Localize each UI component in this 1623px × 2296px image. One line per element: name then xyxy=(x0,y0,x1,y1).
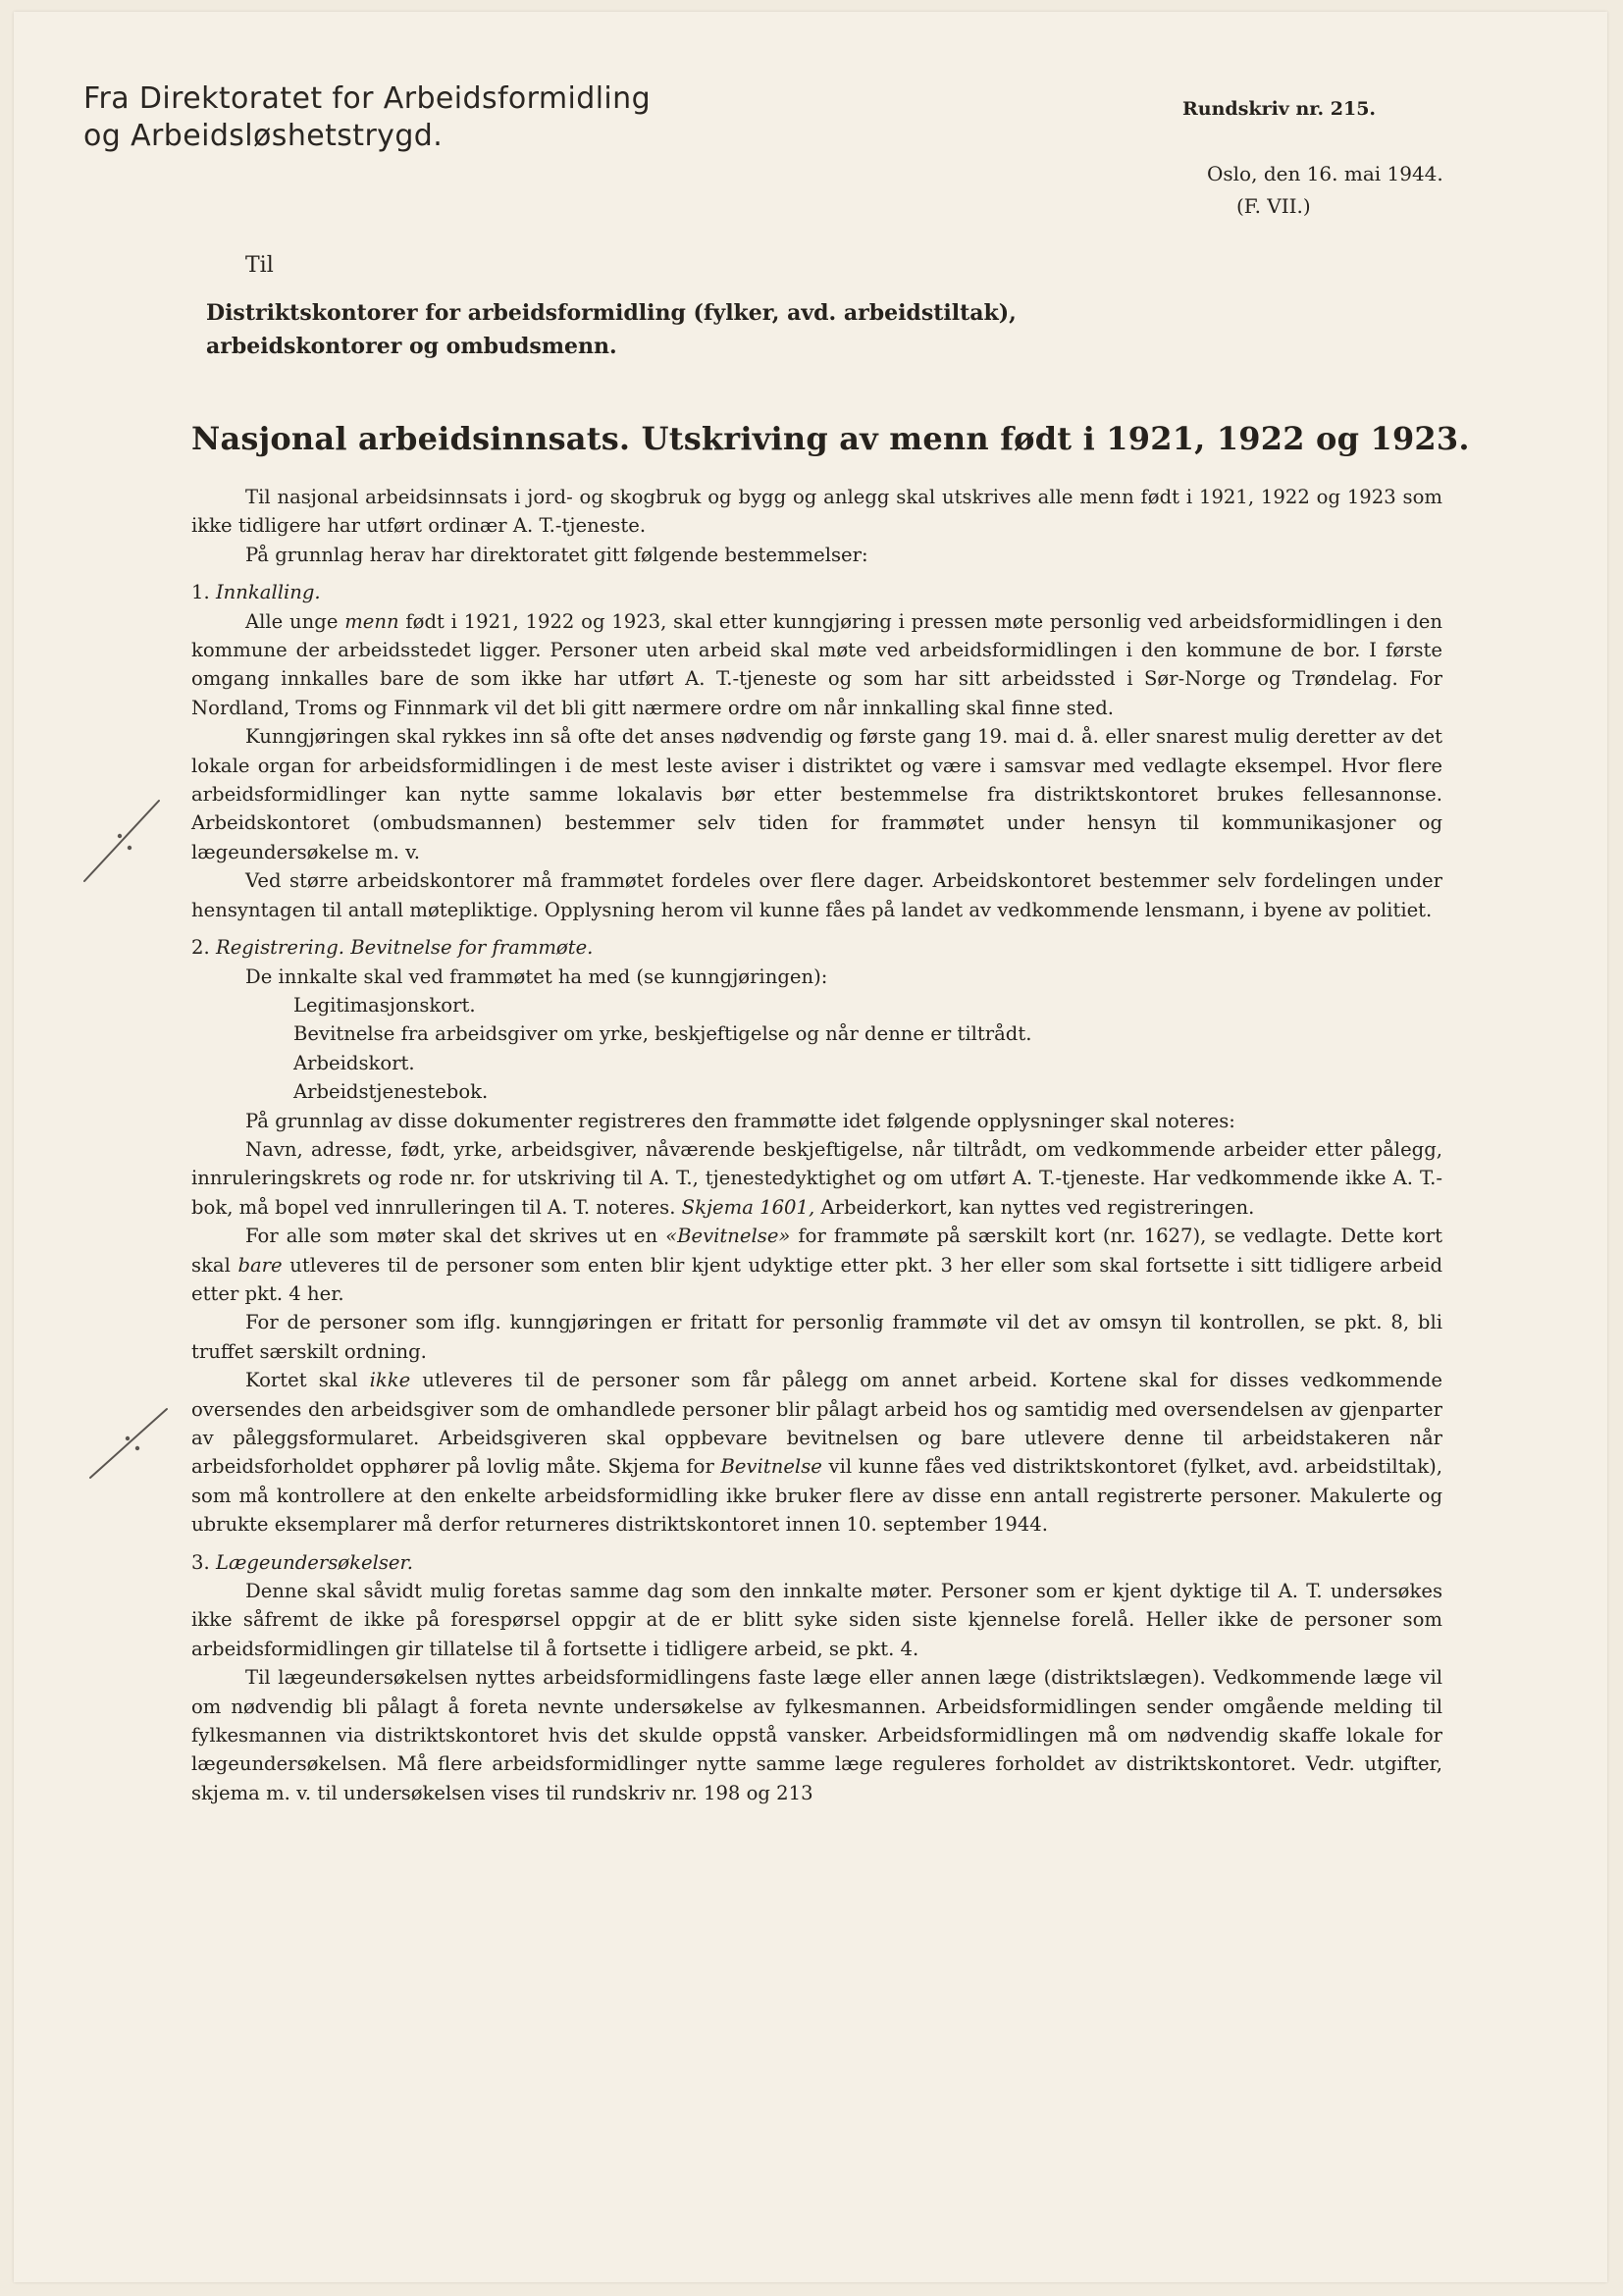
addressee-line-1: Distriktskontorer for arbeidsformidling (fylker, avd. arbeidstiltak), xyxy=(206,300,1017,326)
sender-line-1: Fra Direktoratet for Arbeidsformidling xyxy=(83,81,652,116)
text-run: utleveres til de personer som enten blir kjent udyktige etter pkt. 3 her eller som skal fortsette i sitt tidligere arbeid etter pkt. 4 her. xyxy=(191,1253,1442,1305)
paragraph: For de personer som iflg. kunngjøringen er fritatt for personlig frammøte vil det av omsyn til kontrollen, se pkt. 8, bli truffet særskilt ordning. xyxy=(191,1311,1442,1363)
section-number: 2. xyxy=(191,936,210,960)
sender xyxy=(83,80,651,155)
paragraph: Denne skal såvidt mulig foretas samme dag som den innkalte møter. Personer som er kjent dyktige til A. T. undersøkes ikke såfremt de ikke på forespørsel oppgir at de er blitt syke siden siste kjennelse forelå. Heller ikke de personer som arbeidsformidlingen gir tillatelse til å fortsette i tidligere arbeid, se pkt. 4. xyxy=(191,1580,1442,1660)
section-title: Lægeundersøkelser. xyxy=(215,1550,413,1574)
paragraph: De innkalte skal ved frammøtet ha med (se kunngjøringen): xyxy=(245,965,828,988)
text-run: Kortet skal xyxy=(245,1369,370,1392)
emphasis: Skjema 1601, xyxy=(681,1195,815,1219)
section-heading xyxy=(191,1548,1442,1577)
circular-number: Rundskriv nr. 215. xyxy=(1182,98,1377,120)
section-heading xyxy=(191,933,1442,962)
text-run: født i 1921, 1922 og 1923, skal etter kunngjøring i pressen møte personlig ved arbeidsformidlingen i den kommune der arbeidsstedet ligger. Personer uten arbeid skal møte ved arbeidsformidlingen i den kommune de bor. I første omgang innkalles bare de som ikke har utført A. T.-tjeneste og som har sitt arbeidssted i Sør-Norge og Trøndelag. For Nordland, Troms og Finnmark vil det bli gitt nærmere ordre om når innkalling skal finne sted. xyxy=(191,609,1442,719)
paragraph xyxy=(191,607,1442,723)
addressee-label: Til xyxy=(245,253,274,278)
paragraph xyxy=(191,1135,1442,1222)
paragraph: Kunngjøringen skal rykkes inn så ofte det anses nødvendig og første gang 19. mai d. å. eller snarest mulig deretter av det lokale organ for arbeidsformidlingen i de mest leste aviser i distriktet og være i samsvar med vedlagte eksempel. Hvor flere arbeidsformidlinger kan nytte samme lokalavis bør etter bestemmelse fra distriktskontoret brukes fellesannonse. Arbeidskontoret (ombudsmannen) bestemmer selv tiden for frammøtet under hensyn til kommunikasjoner og lægeundersøkelse m. v. xyxy=(191,725,1442,863)
intro-paragraph: På grunnlag herav har direktoratet gitt følgende bestemmelser: xyxy=(245,543,868,566)
margin-check-mark xyxy=(84,1405,173,1484)
addressee-line-2: arbeidskontorer og ombudsmenn. xyxy=(206,334,617,359)
section-number: 3. xyxy=(191,1550,210,1574)
text-run: For alle som møter skal det skrives ut en xyxy=(245,1225,666,1248)
emphasis: ikke xyxy=(369,1369,411,1392)
sender-line-2: og Arbeidsløshetstrygd. xyxy=(83,119,444,153)
emphasis: «Bevitnelse» xyxy=(665,1225,791,1248)
text-run: utleveres til de personer som får pålegg om annet arbeid. Kortene skal for disses vedkommende oversendes den arbeidsgiver som de omhandlede personer blir pålagt arbeid hos og samtidig med oversendelsen av gjenparter av påleggsformularet. Arbeidsgiveren skal oppbevare bevitnelsen og bare utlevere denne til arbeidstakeren når arbeidsforholdet opphører på lovlig måte. Skjema for xyxy=(191,1369,1443,1479)
section-heading xyxy=(191,578,1442,606)
text-run: vil kunne fåes ved distriktskontoret (fylket, avd. arbeidstiltak), som må kontrollere at den enkelte arbeidsformidling ikke bruker flere av disse enn antall registrerte personer. Makulerte og ubrukte eksemplarer må derfor returneres distriktskontoret innen 10. september 1944. xyxy=(191,1455,1442,1537)
paragraph xyxy=(191,1222,1442,1308)
section-title: Registrering. Bevitnelse for frammøte. xyxy=(215,936,594,960)
paragraph: Til lægeundersøkelsen nyttes arbeidsformidlingens faste læge eller annen læge (distriktslægen). Vedkommende læge vil om nødvendig bli pålagt å foreta nevnte undersøkelse av fylkesmannen. Arbeidsformidlingen sender omgående melding til fylkesmannen via distriktskontoret hvis det skulde oppstå vansker. Arbeidsformidlingen må om nødvendig skaffe lokale for lægeundersøkelsen. Må flere arbeidsformidlinger nytte samme læge reguleres forholdet av distriktskontoret. Vedr. utgifter, skjema m. v. til undersøkelsen vises til rundskriv nr. 198 og 213 xyxy=(191,1666,1442,1804)
text-run: Navn, adresse, født, yrke, arbeidsgiver, nåværende beskjeftigelse, når tiltrådt, om vedkommende arbeider etter pålegg, innruleringskrets og rode nr. for utskriving til A. T., tjenestedyktighet og om utført A. T.-tjeneste. Har vedkommende ikke A. T.-bok, må bopel ved innrulleringen til A. T. noteres. xyxy=(191,1137,1442,1219)
list-item: Bevitnelse fra arbeidsgiver om yrke, beskjeftigelse og når denne er tiltrådt. xyxy=(293,1022,1032,1046)
file-code: (F. VII.) xyxy=(1236,194,1311,218)
paragraph: På grunnlag av disse dokumenter registreres den frammøtte idet følgende opplysninger skal noteres: xyxy=(245,1109,1235,1132)
section-title: Innkalling. xyxy=(215,581,321,604)
paragraph: Ved større arbeidskontorer må frammøtet fordeles over flere dager. Arbeidskontoret bestemmer selv fordelingen under hensyntagen til antall møtepliktige. Opplysning herom vil kunne fåes på landet av vedkommende lensmann, i byene av politiet. xyxy=(191,869,1442,921)
list-item: Arbeidskort. xyxy=(293,1051,415,1074)
list-item: Arbeidstjenestebok. xyxy=(293,1080,489,1104)
text-run: Alle unge xyxy=(245,609,345,633)
place-date: Oslo, den 16. mai 1944. xyxy=(1207,162,1443,185)
text-run: for frammøte på særskilt kort (nr. 1627), se vedlagte. Dette kort skal xyxy=(191,1225,1442,1277)
emphasis: Bevitnelse xyxy=(720,1455,822,1479)
addressee xyxy=(206,296,1017,363)
margin-check-mark xyxy=(79,797,167,885)
intro-paragraph: Til nasjonal arbeidsinnsats i jord- og skogbruk og bygg og anlegg skal utskrives alle menn født i 1921, 1922 og 1923 som ikke tidligere har utført ordinær A. T.-tjeneste. xyxy=(191,486,1442,538)
emphasis: bare xyxy=(237,1253,283,1277)
emphasis: menn xyxy=(344,609,399,633)
paragraph xyxy=(191,1366,1442,1539)
text-run: Arbeiderkort, kan nyttes ved registreringen. xyxy=(814,1195,1255,1219)
list-item: Legitimasjonskort. xyxy=(293,993,476,1017)
document-body xyxy=(191,483,1442,1807)
document-title: Nasjonal arbeidsinnsats. Utskriving av menn født i 1921, 1922 og 1923. xyxy=(191,420,1470,457)
section-number: 1. xyxy=(191,581,210,604)
